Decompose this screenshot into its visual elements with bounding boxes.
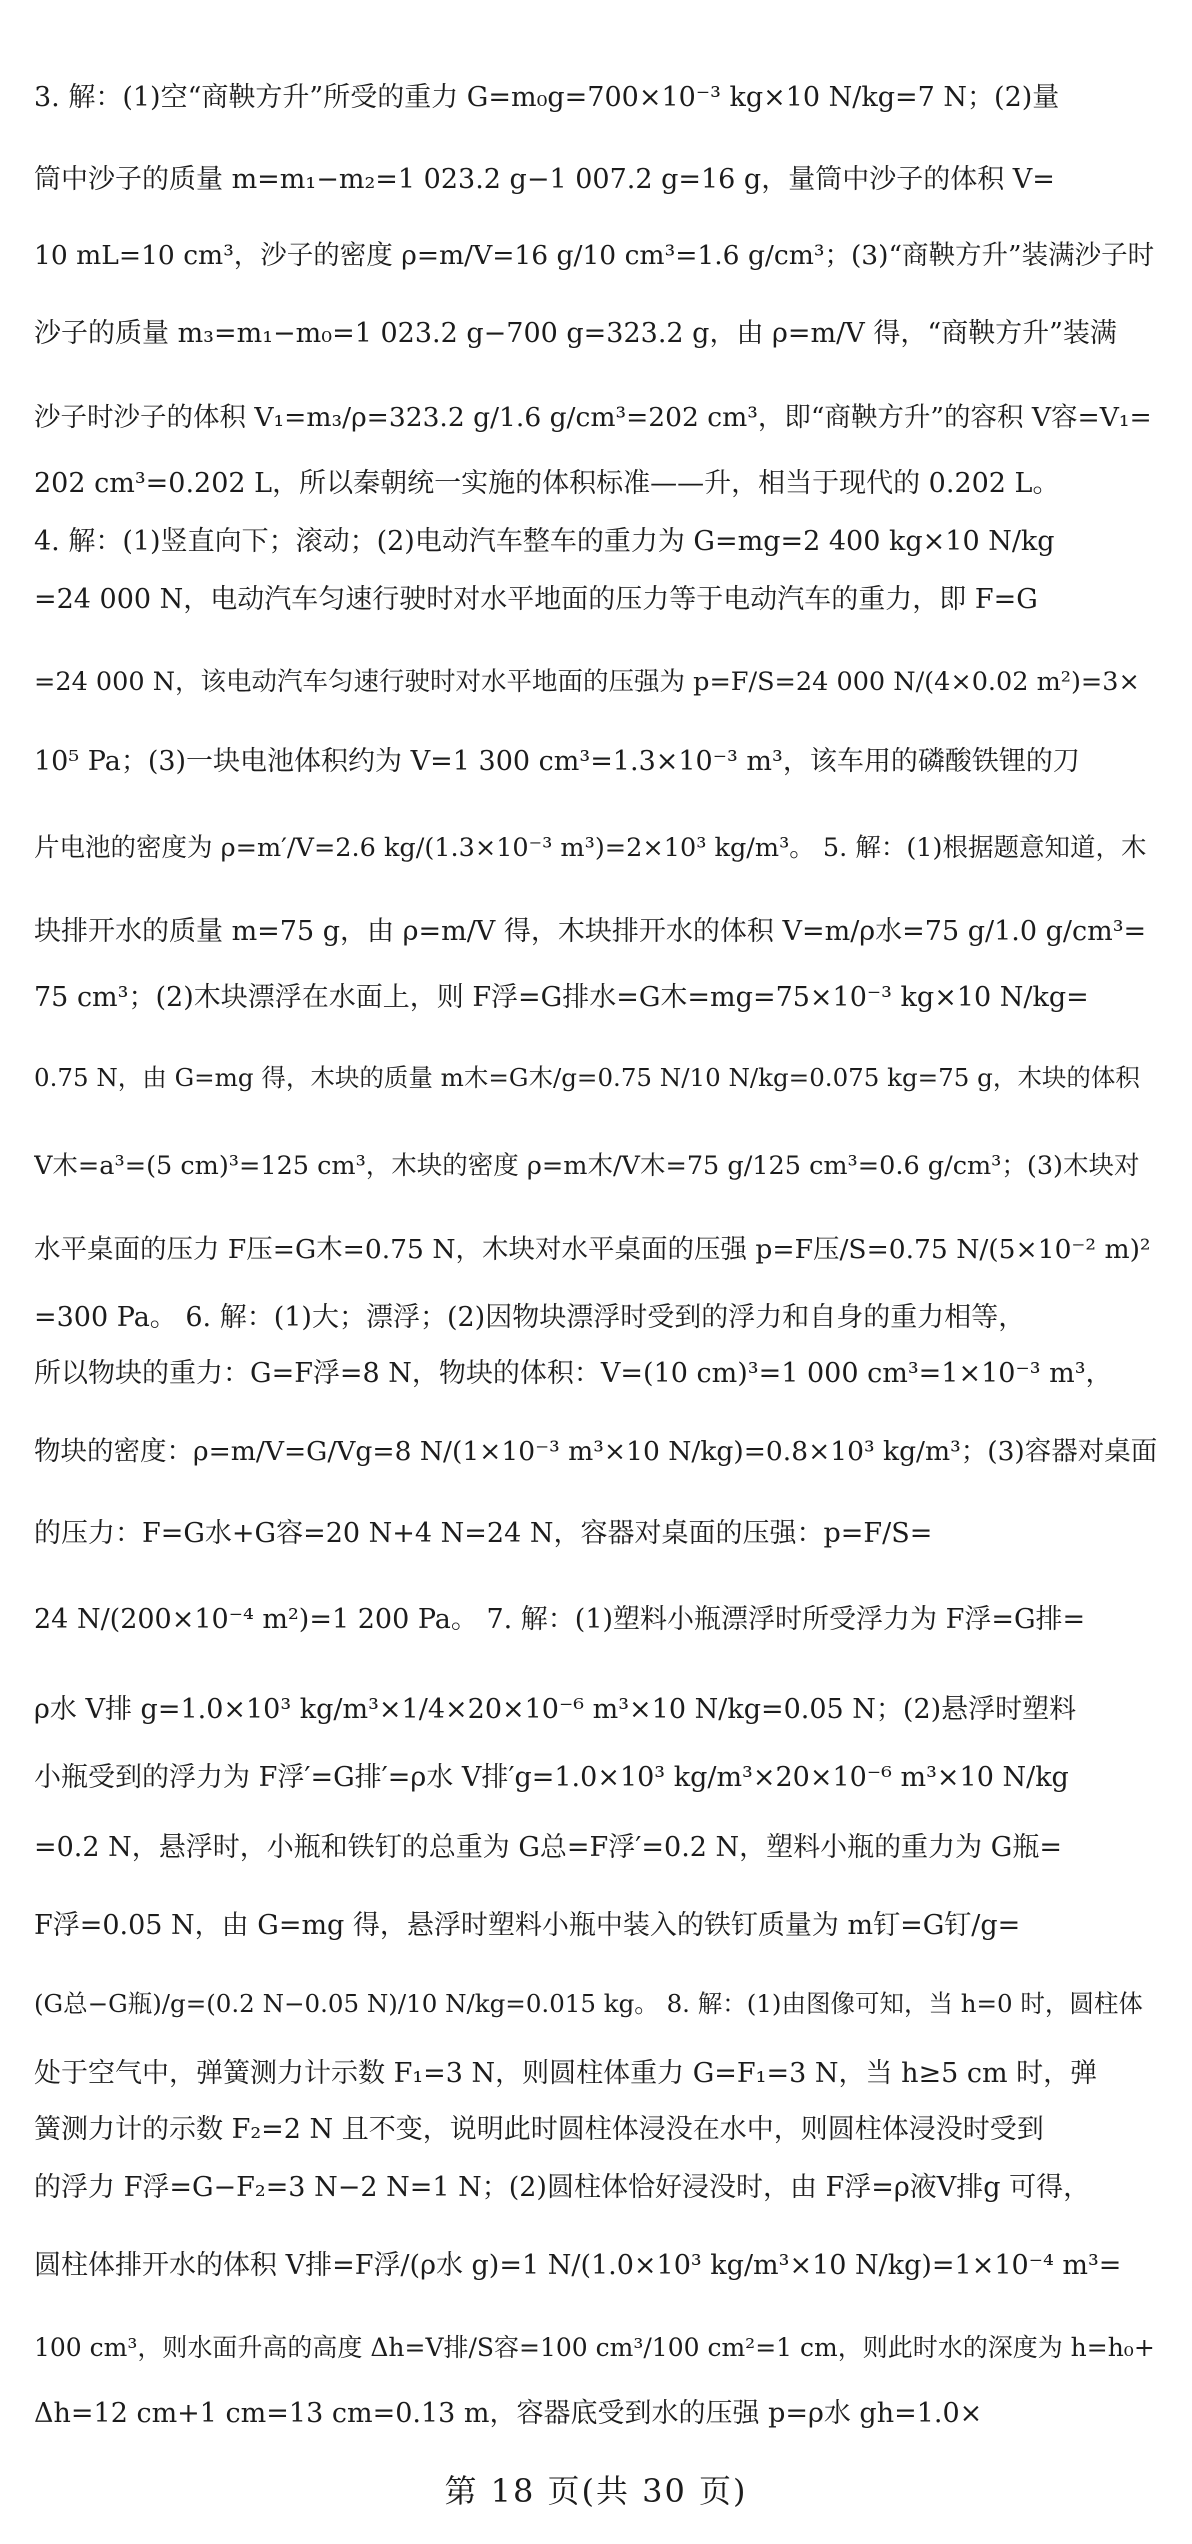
- text-line: 沙子的质量 m₃=m₁−m₀=1 023.2 g−700 g=323.2 g，由 ρ=m/V 得，“商鞅方升”装满: [34, 318, 1117, 349]
- text-line: 所以物块的重力：G=F浮=8 N，物块的体积：V=(10 cm)³=1 000 cm³=1×10⁻³ m³，: [34, 1358, 1113, 1389]
- page-number-footer: 第 18 页(共 30 页): [444, 2472, 748, 2510]
- text-line: Δh=12 cm+1 cm=13 cm=0.13 m，容器底受到水的压强 p=ρ水 gh=1.0×: [34, 2398, 983, 2429]
- text-line: 10⁵ Pa；(3)一块电池体积约为 V=1 300 cm³=1.3×10⁻³ m³，该车用的磷酸铁锂的刀: [34, 746, 1080, 777]
- text-line: ρ水 V排 g=1.0×10³ kg/m³×1/4×20×10⁻⁶ m³×10 N/kg=0.05 N；(2)悬浮时塑料: [34, 1694, 1077, 1725]
- text-line: 小瓶受到的浮力为 F浮′=G排′=ρ水 V排′g=1.0×10³ kg/m³×20×10⁻⁶ m³×10 N/kg: [34, 1762, 1069, 1793]
- text-line: 100 cm³，则水面升高的高度 Δh=V排/S容=100 cm³/100 cm²=1 cm，则此时水的深度为 h=h₀+: [34, 2333, 1155, 2362]
- text-line: 水平桌面的压力 F压=G木=0.75 N，木块对水平桌面的压强 p=F压/S=0.75 N/(5×10⁻² m)²: [34, 1234, 1151, 1265]
- text-line: =300 Pa。 6. 解：(1)大；漂浮；(2)因物块漂浮时受到的浮力和自身的重力相等，: [34, 1302, 1026, 1333]
- text-line: 筒中沙子的质量 m=m₁−m₂=1 023.2 g−1 007.2 g=16 g，量筒中沙子的体积 V=: [34, 164, 1055, 195]
- text-line: 0.75 N，由 G=mg 得，木块的质量 m木=G木/g=0.75 N/10 N/kg=0.075 kg=75 g，木块的体积: [34, 1063, 1140, 1092]
- text-line: 圆柱体排开水的体积 V排=F浮/(ρ水 g)=1 N/(1.0×10³ kg/m³×10 N/kg)=1×10⁻⁴ m³=: [34, 2250, 1122, 2281]
- text-line: 的压力：F=G水+G容=20 N+4 N=24 N，容器对桌面的压强：p=F/S=: [34, 1518, 933, 1549]
- text-line: 202 cm³=0.202 L，所以秦朝统一实施的体积标准——升，相当于现代的 0.202 L。: [34, 468, 1060, 499]
- text-line: 片电池的密度为 ρ=m′/V=2.6 kg/(1.3×10⁻³ m³)=2×10³ kg/m³。 5. 解：(1)根据题意知道，木: [34, 833, 1147, 863]
- text-line: 4. 解：(1)竖直向下；滚动；(2)电动汽车整车的重力为 G=mg=2 400 kg×10 N/kg: [34, 526, 1055, 557]
- text-line: 24 N/(200×10⁻⁴ m²)=1 200 Pa。 7. 解：(1)塑料小瓶漂浮时所受浮力为 F浮=G排=: [34, 1604, 1086, 1635]
- text-line: 的浮力 F浮=G−F₂=3 N−2 N=1 N；(2)圆柱体恰好浸没时，由 F浮=ρ液V排g 可得，: [34, 2172, 1091, 2203]
- text-line: 处于空气中，弹簧测力计示数 F₁=3 N，则圆柱体重力 G=F₁=3 N，当 h≥5 cm 时，弹: [34, 2058, 1098, 2089]
- text-line: (G总−G瓶)/g=(0.2 N−0.05 N)/10 N/kg=0.015 kg。 8. 解：(1)由图像可知，当 h=0 时，圆柱体: [34, 1989, 1143, 2018]
- text-line: 75 cm³；(2)木块漂浮在水面上，则 F浮=G排水=G木=mg=75×10⁻³ kg×10 N/kg=: [34, 982, 1089, 1013]
- text-line: 沙子时沙子的体积 V₁=m₃/ρ=323.2 g/1.6 g/cm³=202 cm³，即“商鞅方升”的容积 V容=V₁=: [34, 402, 1152, 433]
- text-line: 10 mL=10 cm³，沙子的密度 ρ=m/V=16 g/10 cm³=1.6 g/cm³；(3)“商鞅方升”装满沙子时: [34, 240, 1155, 271]
- text-line: F浮=0.05 N，由 G=mg 得，悬浮时塑料小瓶中装入的铁钉质量为 m钉=G钉/g=: [34, 1910, 1021, 1941]
- text-line: =24 000 N，该电动汽车匀速行驶时对水平地面的压强为 p=F/S=24 000 N/(4×0.02 m²)=3×: [34, 667, 1140, 697]
- text-line: V木=a³=(5 cm)³=125 cm³，木块的密度 ρ=m木/V木=75 g/125 cm³=0.6 g/cm³；(3)木块对: [34, 1151, 1140, 1181]
- text-line: =0.2 N，悬浮时，小瓶和铁钉的总重为 G总=F浮′=0.2 N，塑料小瓶的重力为 G瓶=: [34, 1832, 1062, 1863]
- text-line: 3. 解：(1)空“商鞅方升”所受的重力 G=m₀g=700×10⁻³ kg×10 N/kg=7 N；(2)量: [34, 82, 1060, 113]
- text-line: =24 000 N，电动汽车匀速行驶时对水平地面的压力等于电动汽车的重力，即 F=G: [34, 584, 1038, 615]
- text-line: 块排开水的质量 m=75 g，由 ρ=m/V 得，木块排开水的体积 V=m/ρ水=75 g/1.0 g/cm³=: [34, 916, 1147, 947]
- text-line: 物块的密度：ρ=m/V=G/Vg=8 N/(1×10⁻³ m³×10 N/kg)=0.8×10³ kg/m³；(3)容器对桌面: [34, 1436, 1158, 1467]
- text-line: 簧测力计的示数 F₂=2 N 且不变，说明此时圆柱体浸没在水中，则圆柱体浸没时受到: [34, 2114, 1044, 2145]
